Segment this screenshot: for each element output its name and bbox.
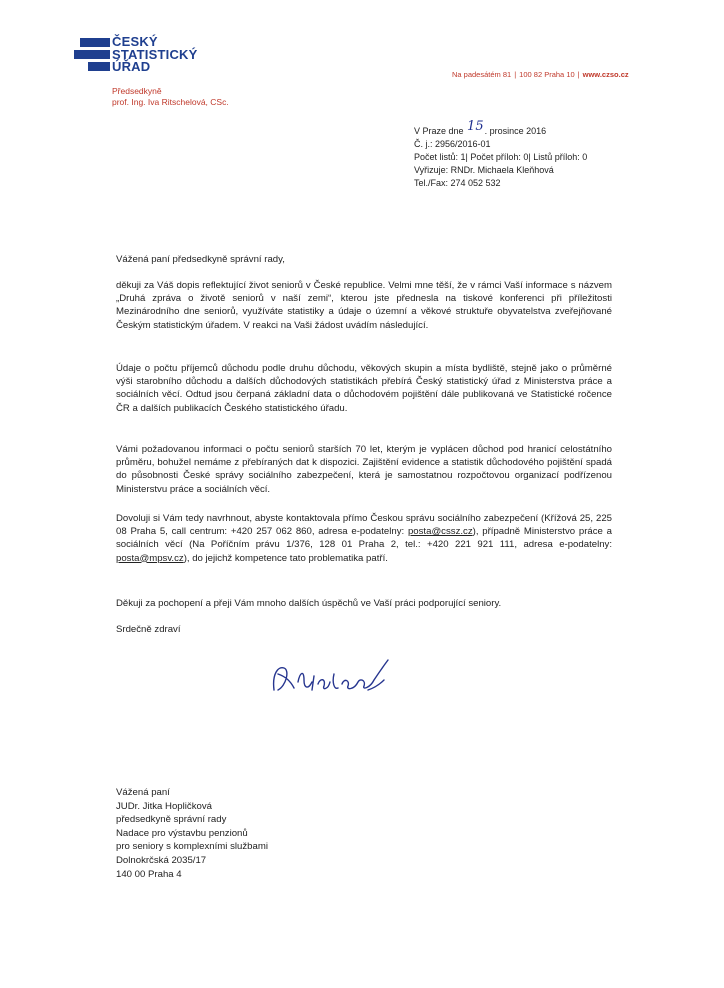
date-line <box>414 119 587 138</box>
recipient-address <box>116 786 268 881</box>
recipient-line: předsedkyně správní rady <box>116 814 227 826</box>
sender-name: prof. Ing. Iva Ritschelová, CSc. <box>112 97 229 107</box>
website-link[interactable]: www.czso.cz <box>582 70 629 79</box>
file-number: Č. j.: 2956/2016-01 <box>414 139 491 149</box>
recipient-line: JUDr. Jitka Hopličková <box>116 800 212 812</box>
logo-bar <box>80 38 110 47</box>
logo-bar <box>88 62 110 71</box>
address-street: Na padesátém 81 <box>452 70 512 79</box>
page-counts: Počet listů: 1| Počet příloh: 0| Listů příloh: 0 <box>414 152 588 162</box>
logo-wordmark <box>112 36 198 74</box>
recipient-line: Dolnokrčská 2035/17 <box>116 854 207 866</box>
header-address <box>452 70 629 79</box>
logo-mark <box>74 38 110 74</box>
address-postcode: 100 82 <box>519 70 543 79</box>
email-link-cssz[interactable]: posta@cssz.cz <box>407 526 473 538</box>
logo-line: ÚŘAD <box>112 59 151 74</box>
sender-role: Předsedkyně <box>112 86 162 96</box>
logo-line: STATISTICKÝ <box>112 46 198 62</box>
handwritten-day: 15 <box>467 119 484 134</box>
sender-block <box>112 86 229 108</box>
closing: Srdečně zdraví <box>116 624 181 635</box>
recipient-line: Nadace pro výstavbu penzionů <box>116 827 248 839</box>
handled-by: Vyřizuje: RNDr. Michaela Kleňhová <box>414 165 554 175</box>
address-city: Praha 10 <box>544 70 575 79</box>
divider: | <box>514 70 517 79</box>
recipient-line: pro seniory s komplexními službami <box>116 841 268 853</box>
date-prefix: V Praze dne <box>414 126 464 136</box>
paragraph-4-text: ), do jejichž kompetence tato problematika patří. <box>183 552 388 564</box>
logo-line: ČESKÝ <box>112 34 158 49</box>
divider: | <box>577 70 580 79</box>
paragraph-5: Děkuji za pochopení a přeji Vám mnoho dalších úspěchů ve Vaší práci podporující seniory. <box>116 598 502 609</box>
phone: Tel./Fax: 274 052 532 <box>414 178 501 188</box>
recipient-line: 140 00 Praha 4 <box>116 868 182 880</box>
handwritten-signature <box>264 654 404 702</box>
logo-bar <box>74 50 110 59</box>
paragraph-4-text: ), případně Ministerstvo práce a sociálních věcí (Na Poříčním právu 1/376, 128 01 Praha 2, tel.: +420 221 921 111, adresa e-podatelny: <box>116 526 612 551</box>
paragraph-4-text: Dovoluji si Vám tedy navrhnout, abyste kontaktovala přímo Českou správu sociálního zabezpečení (Křížová 25, 225 08 Praha 5, call centrum: +420 257 062 860, adresa e-podatelny: <box>116 513 612 538</box>
date-suffix: . prosince 2016 <box>484 126 547 136</box>
paragraph-1: děkuji za Váš dopis reflektující život seniorů v České republice. Velmi mne těší, že v rámci Vaší informace s názvem „Druhá zpráva o životě seniorů v naší zemi“, kterou jste přednesla na tiskové konferenci při příležitosti Mezinárodního dne seniorů, využíváte statistiky a údaje o územní a věkové struktuře obyvatelstva zveřejňované Českým statistickým úřadem. V reakci na Vaši žádost uvádím následující. <box>116 280 612 331</box>
email-link-mpsv[interactable]: posta@mpsv.cz <box>116 552 184 564</box>
reference-block <box>414 119 588 190</box>
paragraph-3: Vámi požadovanou informaci o počtu seniorů starších 70 let, kterým je vyplácen důchod pod hranicí celostátního průměru, bohužel nemáme z přebíraných dat k dispozici. Zajištění evidence a statistik důchodového pojištění spadá do působnosti České správy sociálního zabezpečení, která je samostatnou rozpočtovou organizací podřízenou Ministerstvu práce a sociálních věcí. <box>116 444 612 495</box>
recipient-line: Vážená paní <box>116 787 170 798</box>
paragraph-4 <box>116 512 612 565</box>
paragraph-2: Údaje o počtu příjemců důchodu podle druhu důchodu, věkových skupin a místa bydliště, stejně jako o průměrné výši starobního důchodu a dalších důchodových statistikách přebírá Český statistický úřad z Ministerstva práce a sociálních věcí. Odtud jsou čerpaná základní data o důchodovém pojištění dále publikovaná ve Statistické ročence ČR a dalších publikacích Českého statistického úřadu. <box>116 363 612 414</box>
salutation: Vážená paní předsedkyně správní rady, <box>116 254 285 265</box>
